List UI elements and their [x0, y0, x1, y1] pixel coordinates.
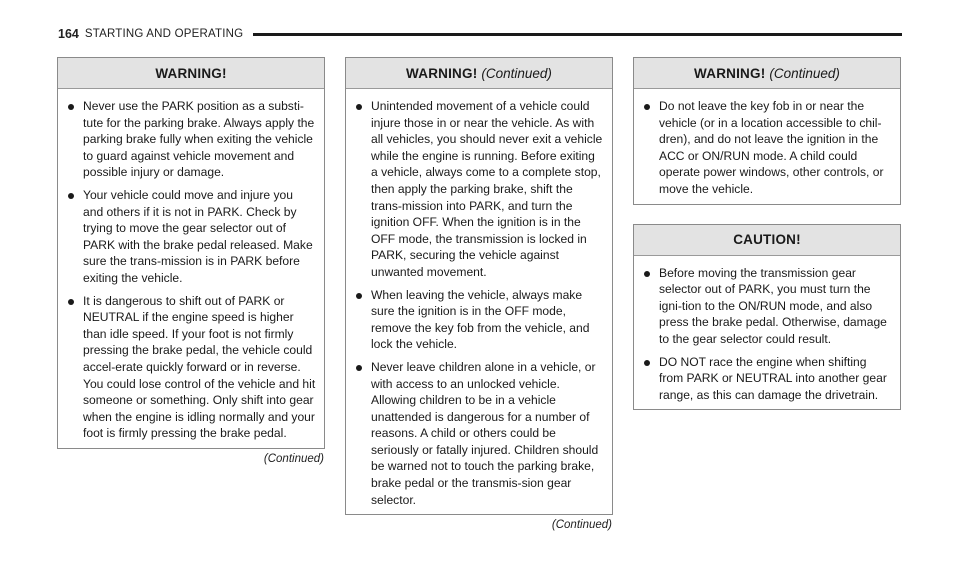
- warning-body: [346, 89, 612, 514]
- list-item: [644, 98, 892, 198]
- section-title: STARTING AND OPERATING: [84, 28, 244, 40]
- list-item-text: Never use the PARK position as a substi-tute for the parking brake. Always apply the parking brake fully when exiting the vehicle to guard against vehicle movement and possible injury or damage.: [83, 99, 315, 180]
- column-1: [57, 57, 325, 465]
- list-item-text: Never leave children alone in a vehicle, or with access to an unlocked vehicle. Allowing children to be in a vehicle unattended is dangerous for a number of reasons. A child or others could be seriously or fatally injured. Children should be warned not to touch the parking brake, brake pedal or the transmis-sion gear selector.: [371, 359, 599, 507]
- page-number: 164: [58, 27, 79, 41]
- list-item-text: Before moving the transmission gear selector out of PARK, you must turn the igni-tion to the ON/RUN mode, and also press the brake pedal. Otherwise, damage to the gear selector could result.: [659, 265, 887, 346]
- page-header: [58, 25, 902, 43]
- warning-body: [58, 89, 324, 448]
- warning-heading: [634, 58, 900, 89]
- warning-body: [634, 89, 900, 204]
- bullet-icon: [644, 104, 650, 110]
- caution-heading: [634, 225, 900, 256]
- bullet-icon: [68, 104, 74, 110]
- list-item-text: It is dangerous to shift out of PARK or NEUTRAL if the engine speed is higher than idle speed. If your foot is not firmly pressing the brake pedal, the vehicle could accel-erate quickly forward or in reverse. You could lose control of the vehicle and hit someone or something. Only shift into gear when the engine is idling normally and your foot is firmly pressing the brake pedal.: [83, 293, 316, 441]
- continued-label: (Continued): [551, 519, 612, 532]
- bullet-icon: [356, 104, 362, 110]
- bullet-icon: [68, 193, 74, 199]
- column-2: [345, 57, 613, 531]
- list-item: [356, 98, 604, 281]
- list-item-text: Your vehicle could move and injure you and others if it is not in PARK. Check by trying to move the gear selector out of PARK with the brake pedal released. Make sure the trans-mission is in PARK before exiting the vehicle.: [83, 187, 313, 285]
- bullet-icon: [644, 360, 650, 366]
- list-item: [68, 293, 316, 442]
- warning-continued-label: (Continued): [481, 65, 552, 81]
- caution-label: CAUTION!: [733, 232, 801, 248]
- warning-label: WARNING!: [406, 65, 478, 81]
- column-3: [633, 57, 901, 410]
- continued-label: (Continued): [263, 452, 324, 465]
- bullet-icon: [356, 293, 362, 299]
- warning-box: [345, 57, 613, 515]
- header-rule: [253, 33, 902, 36]
- caution-body: [634, 256, 900, 410]
- warning-heading: [346, 58, 612, 89]
- caution-box: [633, 224, 901, 411]
- list-item: [68, 98, 316, 181]
- list-item-text: Unintended movement of a vehicle could injure those in or near the vehicle. As with all vehicles, you should never exit a vehicle while the engine is running. Before exiting a vehicle, always come to a complete stop, then apply the parking brake, shift the trans-mission into PARK, and turn the ignition OFF. When the ignition is in the OFF mode, the transmission is locked in PARK, securing the vehicle against unwanted movement.: [371, 99, 603, 279]
- list-item-text: DO NOT race the engine when shifting from PARK or NEUTRAL into another gear range, as this can damage the drivetrain.: [659, 354, 887, 402]
- warning-label: WARNING!: [155, 65, 227, 81]
- list-item: [644, 265, 892, 348]
- list-item-text: Do not leave the key fob in or near the vehicle (or in a location accessible to chil-dren), and do not leave the ignition in the ACC or ON/RUN mode. A child could operate power windows, other controls, or move the vehicle.: [659, 99, 884, 196]
- list-item-text: When leaving the vehicle, always make sure the ignition is in the OFF mode, remove the key fob from the vehicle, and lock the vehicle.: [371, 287, 590, 352]
- warning-box: [57, 57, 325, 449]
- list-item: [356, 359, 604, 508]
- warning-box: [633, 57, 901, 205]
- bullet-icon: [68, 299, 74, 305]
- warning-label: WARNING!: [694, 65, 766, 81]
- list-item: [68, 187, 316, 287]
- bullet-icon: [356, 365, 362, 371]
- warning-heading: [58, 58, 324, 89]
- warning-continued-label: (Continued): [769, 65, 840, 81]
- list-item: [644, 354, 892, 404]
- list-item: [356, 287, 604, 353]
- bullet-icon: [644, 271, 650, 277]
